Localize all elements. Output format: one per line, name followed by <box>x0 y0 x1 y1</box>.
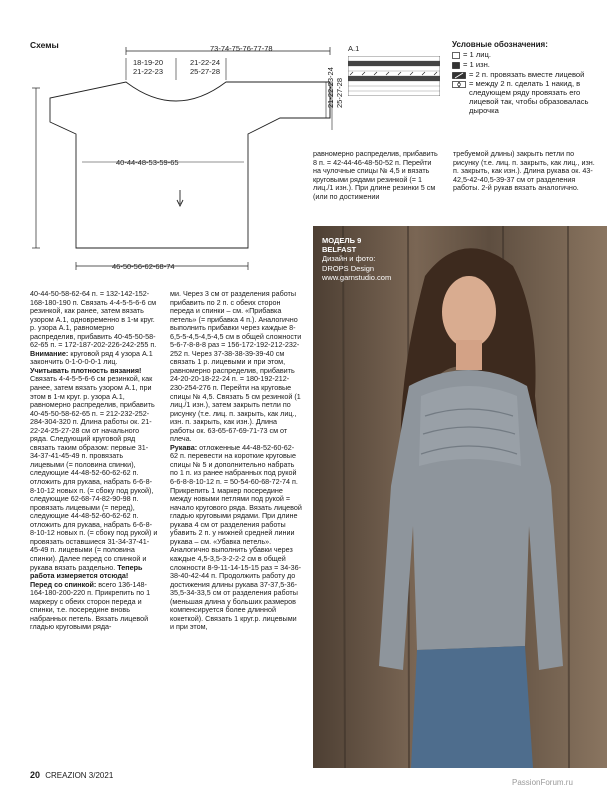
photo-caption: МОДЕЛЬ 9 BELFAST Дизайн и фото: DROPS Design www.garnstudio.com <box>322 236 392 282</box>
legend-item-purl: = 1 изн. <box>452 61 602 70</box>
paragraph: Рукава: отложенные 44-48-52-60-62-62 п. перевести на короткие круговые спицы № 5 и дополнительно набрать по 1 п. из ранее набранных под рукой 6-6-8-8-10-12 п. = 50-54-60-68-72-74 п. Прикрепить 1 маркер посередине между новыми петлями под рукой = начало кругового ряда. Вязать лицевой гладью круговыми рядами. При длине рукава 4 см от разделения работы убавить 2 п. у нижней средней линии рукава – см. «Убавка петель». Аналогично выполнить убавки через каждые 4,5-3,5-3-2-2-2 см в общей сложности 8-9-11-14-15-15 раз = 34-36-38-40-42-44 п. Продолжить работу до достижения длины рукава 37-37,5-36-35,5-34-33,5 см от разделения работы (меньшая длина у больших размеров компенсируется более длинной кокеткой). Связать 1 круг.р. лицевыми и при этом, <box>170 442 302 632</box>
legend-item-k2tog: = 2 п. провязать вместе лицевой <box>452 71 602 80</box>
paragraph: Внимание: круговой ряд 4 узора А.1 закончить 0-1-0-0-0-1 лиц. Учитывать плотность вязания! <box>30 348 153 375</box>
watermark: PassionForum.ru <box>512 778 573 787</box>
schema-title: Схемы <box>30 40 59 50</box>
chest-width-label: 40-44-48-53-59-65 <box>116 158 179 167</box>
model-photo <box>313 226 607 768</box>
text-col2 <box>170 290 302 632</box>
magazine-name: CREAZION 3/2021 <box>45 771 114 780</box>
text-col4: требуемой длины) закрыть петли по рисунку (т.е. лиц. п. закрыть, как лиц., изн. п. закрыть, как изн.). Длина рукава ок. 43-42,5-42-40,5-39-37 см от разделения работы. 2-й рукав вязать аналогично. <box>453 149 595 193</box>
paragraph: Перед со спинкой: всего 136-148-164-180-200-220 п. Прикрепить по 1 маркеру с обеих сторон переда и спинки, т.е. посередине вновь набранных петель. Вязать лицевой гладью круговыми ряда- <box>30 579 151 632</box>
text-col3: равномерно распределив, прибавить 8 п. = 42-44-46-48-50-52 п. Перейти на чулочные спицы № 4,5 и вязать круговыми рядами резинкой (= 1 лиц./1 изн.). При длине резинки 5 см (или по достижении <box>313 149 438 201</box>
purl-symbol-icon <box>452 62 460 69</box>
page-number: 20 <box>30 770 41 780</box>
k2tog-symbol-icon <box>452 72 466 79</box>
bottom-width-label: 46-50-56-62-68-74 <box>112 262 175 271</box>
legend-item-knit: = 1 лиц. <box>452 51 602 60</box>
paragraph: 40-44-50-58-62-64 п. = 132-142-152-168-180-190 п. Связать 4-4-5-5-6-6 см резинкой, как ранее, затем вязать узором А.1, одновременно в 1-м круг. р. узора А.1, равномерно распределив, прибавить 40-45-50-58-62-65 п. = 172-187-202-226-242-255 п. <box>30 289 157 350</box>
text-col1 <box>30 290 158 632</box>
neck-left-label: 18-19-20 21-22-23 <box>133 58 164 76</box>
footer <box>30 770 113 780</box>
legend <box>452 40 602 117</box>
chart-a1 <box>348 56 440 96</box>
paragraph: Связать 4-4-5-5-6-6 см резинкой, как ранее, затем вязать узором А.1, при этом в 1-м круг. р. узора А.1, равномерно распределив, прибавить 40-45-50-58-62-65 п. = 212-232-252-284-304-320 п. Длина работы ок. 21-22-24-25-27-28 см от начального ряда. Следующий круговой ряд связать таким образом: первые 31-34-37-41-45-49 п. провязать лицевыми (= половина спинки), следующие 44-48-52-60-62-62 п. отложить для рукава, набрать 6-6-8-8-10-12 новых п. (= сбоку под рукой), следующие 62-68-74-82-90-98 п. провязать лицевыми (= перед), следующие 44-48-52-60-62-62 п. отложить для рукава, набрать 6-6-8-8-10-12 новых п. (= сбоку под рукой) и провязать оставшиеся 31-34-37-41-45-49 п. лицевыми (= половина спинки). Далее перед со спинкой и рукава вязать раздельно. Теперь работа измеряется отсюда! <box>30 374 158 581</box>
chart-label: A.1 <box>348 44 360 53</box>
paragraph: ми. Через 3 см от разделения работы прибавить по 2 п. с обеих сторон переда и спинки – см. «Прибавка петель» (= прибавка 4 п.). Аналогично выполнить прибавки через каждые 8-6,5-5-4,5-4,5-4,5 см в общей сложности 5-6-7-8-8-8 раз = 156-172-192-212-232-252 п. Через 37-38-38-39-39-40 см связать 1 р. лицевыми и при этом, равномерно распределив, прибавить 24-20-20-18-22-24 п. = 180-192-212-230-254-276 п. Перейти на круговые спицы № 4,5. Связать 5 см резинкой (1 лиц./1 изн.), затем закрыть петли по рисунку (т.е. лиц. п. закрыть, как лиц., изн. п. закрыть, как изн.). Длина работы ок. 63-65-67-69-71-73 см от плеча. <box>170 289 302 444</box>
yoke-depth-label: 21-22-23-24 25-27-28 <box>326 67 344 108</box>
photo-illustration <box>313 226 607 768</box>
knit-symbol-icon <box>452 52 460 59</box>
top-width-label: 73-74-75-76-77-78 <box>210 44 273 53</box>
legend-title: Условные обозначения: <box>452 40 548 49</box>
legend-item-yarnover: = между 2 п. сделать 1 накид, в следующем ряду провязать его лицевой так, чтобы образовалась дырочка <box>452 80 602 115</box>
neck-right-label: 21-22-24 25-27-28 <box>190 58 221 76</box>
schema-diagram <box>30 38 345 278</box>
yarnover-symbol-icon <box>452 81 466 88</box>
